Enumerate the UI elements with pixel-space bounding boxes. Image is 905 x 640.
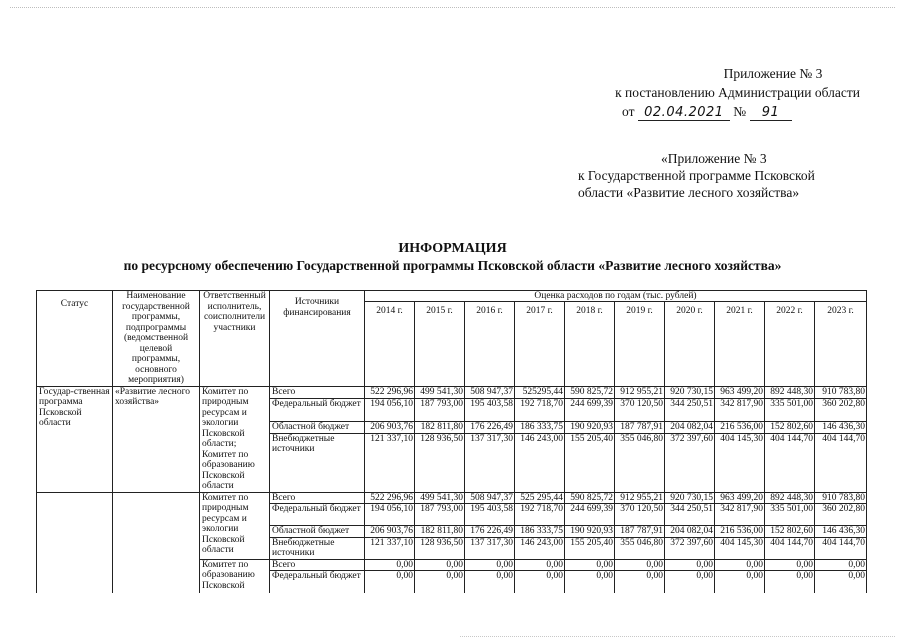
value-cell: 404 144,70 <box>815 433 867 492</box>
appendix-decree-ref: к постановлению Администрации области <box>615 85 860 100</box>
year-header: 2014 г. <box>365 302 415 386</box>
value-cell: 355 046,80 <box>615 537 665 559</box>
value-cell: 186 333,75 <box>515 526 565 538</box>
value-cell: 0,00 <box>465 559 515 571</box>
value-cell: 0,00 <box>765 559 815 571</box>
value-cell: 182 811,80 <box>415 526 465 538</box>
value-cell: 146 436,30 <box>815 526 867 538</box>
header-status: Статус <box>37 291 113 387</box>
value-cell: 892 448,30 <box>765 386 815 398</box>
value-cell: 190 920,93 <box>565 421 615 433</box>
value-cell: 128 936,50 <box>415 433 465 492</box>
value-cell: 204 082,04 <box>665 421 715 433</box>
value-cell: 0,00 <box>715 571 765 593</box>
value-cell: 370 120,50 <box>615 504 665 526</box>
value-cell: 404 145,30 <box>715 537 765 559</box>
value-cell: 590 825,72 <box>565 386 615 398</box>
value-cell: 155 205,40 <box>565 433 615 492</box>
value-cell: 404 145,30 <box>715 433 765 492</box>
value-cell: 128 936,50 <box>415 537 465 559</box>
value-cell: 910 783,80 <box>815 492 867 504</box>
date-prefix: от <box>622 104 635 119</box>
value-cell: 344 250,51 <box>665 504 715 526</box>
value-cell: 187 787,91 <box>615 526 665 538</box>
value-cell: 372 397,60 <box>665 537 715 559</box>
value-cell: 0,00 <box>415 571 465 593</box>
value-cell: 195 403,58 <box>465 398 515 421</box>
source-cell: Областной бюджет <box>270 526 365 538</box>
value-cell: 152 802,60 <box>765 526 815 538</box>
handwritten-number: 91 <box>750 106 792 121</box>
value-cell: 525295,44 <box>515 386 565 398</box>
program-name-cell-empty <box>113 492 200 593</box>
value-cell: 190 920,93 <box>565 526 615 538</box>
value-cell: 0,00 <box>615 559 665 571</box>
value-cell: 0,00 <box>565 559 615 571</box>
source-cell: Федеральный бюджет <box>270 571 365 593</box>
value-cell: 0,00 <box>715 559 765 571</box>
value-cell: 370 120,50 <box>615 398 665 421</box>
value-cell: 499 541,30 <box>415 386 465 398</box>
value-cell: 0,00 <box>665 571 715 593</box>
appendix-date-line <box>560 102 860 121</box>
appendix-number: Приложение № 3 <box>723 66 823 81</box>
source-cell: Внебюджетные источники <box>270 433 365 492</box>
source-cell: Федеральный бюджет <box>270 398 365 421</box>
value-cell: 912 955,21 <box>615 386 665 398</box>
status-cell: Государ-ственная программа Псковской области <box>37 386 113 492</box>
year-header: 2017 г. <box>515 302 565 386</box>
value-cell: 244 699,39 <box>565 398 615 421</box>
value-cell: 0,00 <box>415 559 465 571</box>
value-cell: 152 802,60 <box>765 421 815 433</box>
appendix-program-block <box>578 150 868 201</box>
value-cell: 0,00 <box>815 571 867 593</box>
document-subtitle: по ресурсному обеспечению Государственной программы Псковской области «Развитие лесного хозяйства» <box>123 258 782 273</box>
value-cell: 590 825,72 <box>565 492 615 504</box>
status-cell-empty <box>37 492 113 593</box>
value-cell: 404 144,70 <box>765 433 815 492</box>
value-cell: 194 056,10 <box>365 398 415 421</box>
source-cell: Всего <box>270 559 365 571</box>
value-cell: 176 226,49 <box>465 526 515 538</box>
value-cell: 195 403,58 <box>465 504 515 526</box>
value-cell: 342 817,90 <box>715 504 765 526</box>
year-header: 2018 г. <box>565 302 615 386</box>
header-funding-source: Источники финансирования <box>270 291 365 387</box>
value-cell: 204 082,04 <box>665 526 715 538</box>
value-cell: 360 202,80 <box>815 398 867 421</box>
value-cell: 137 317,30 <box>465 433 515 492</box>
value-cell: 344 250,51 <box>665 398 715 421</box>
value-cell: 0,00 <box>365 571 415 593</box>
value-cell: 499 541,30 <box>415 492 465 504</box>
value-cell: 182 811,80 <box>415 421 465 433</box>
source-cell: Внебюджетные источники <box>270 537 365 559</box>
value-cell: 372 397,60 <box>665 433 715 492</box>
program-name-cell: «Развитие лесного хозяйства» <box>113 386 200 492</box>
source-cell: Всего <box>270 492 365 504</box>
value-cell: 360 202,80 <box>815 504 867 526</box>
year-header: 2019 г. <box>615 302 665 386</box>
value-cell: 216 536,00 <box>715 526 765 538</box>
value-cell: 522 296,96 <box>365 492 415 504</box>
value-cell: 244 699,39 <box>565 504 615 526</box>
value-cell: 910 783,80 <box>815 386 867 398</box>
header-estimate: Оценка расходов по годам (тыс. рублей) <box>365 291 867 302</box>
executor-cell: Комитет по природным ресурсам и экологии Псковской области <box>200 492 270 559</box>
table-row <box>37 492 867 504</box>
value-cell: 0,00 <box>515 571 565 593</box>
scan-edge-bottom <box>460 636 895 638</box>
value-cell: 0,00 <box>565 571 615 593</box>
value-cell: 137 317,30 <box>465 537 515 559</box>
value-cell: 121 337,10 <box>365 537 415 559</box>
value-cell: 342 817,90 <box>715 398 765 421</box>
resource-table <box>36 290 867 593</box>
value-cell: 146 436,30 <box>815 421 867 433</box>
year-header: 2022 г. <box>765 302 815 386</box>
year-header: 2021 г. <box>715 302 765 386</box>
value-cell: 121 337,10 <box>365 433 415 492</box>
table-row <box>37 386 867 398</box>
value-cell: 355 046,80 <box>615 433 665 492</box>
value-cell: 525 295,44 <box>515 492 565 504</box>
value-cell: 335 501,00 <box>765 504 815 526</box>
header-program-name: Наименование государственной программы, подпрограммы (ведомственной целевой программы, основного мероприятия) <box>113 291 200 387</box>
value-cell: 192 718,70 <box>515 504 565 526</box>
executor-cell: Комитет по природным ресурсам и экологии Псковской области; Комитет по образованию Псковской области <box>200 386 270 492</box>
executor-cell: Комитет по образованию Псковской <box>200 559 270 593</box>
value-cell: 892 448,30 <box>765 492 815 504</box>
header-executor: Ответственный исполнитель, соисполнители участники <box>200 291 270 387</box>
value-cell: 187 793,00 <box>415 504 465 526</box>
value-cell: 0,00 <box>765 571 815 593</box>
program-appendix-ref: к Государственной программе Псковской <box>578 168 815 183</box>
program-appendix-number: «Приложение № 3 <box>661 151 767 166</box>
year-header: 2015 г. <box>415 302 465 386</box>
year-header: 2016 г. <box>465 302 515 386</box>
value-cell: 404 144,70 <box>765 537 815 559</box>
value-cell: 194 056,10 <box>365 504 415 526</box>
handwritten-date: 02.04.2021 <box>638 106 730 121</box>
value-cell: 0,00 <box>365 559 415 571</box>
value-cell: 0,00 <box>815 559 867 571</box>
value-cell: 508 947,37 <box>465 386 515 398</box>
value-cell: 912 955,21 <box>615 492 665 504</box>
value-cell: 206 903,76 <box>365 421 415 433</box>
year-header: 2023 г. <box>815 302 867 386</box>
source-cell: Всего <box>270 386 365 398</box>
value-cell: 0,00 <box>465 571 515 593</box>
value-cell: 920 730,15 <box>665 386 715 398</box>
value-cell: 0,00 <box>515 559 565 571</box>
value-cell: 963 499,20 <box>715 492 765 504</box>
source-cell: Областной бюджет <box>270 421 365 433</box>
value-cell: 404 144,70 <box>815 537 867 559</box>
program-appendix-name: области «Развитие лесного хозяйства» <box>578 185 800 200</box>
value-cell: 155 205,40 <box>565 537 615 559</box>
year-header: 2020 г. <box>665 302 715 386</box>
value-cell: 963 499,20 <box>715 386 765 398</box>
number-prefix: № <box>733 104 747 119</box>
value-cell: 0,00 <box>615 571 665 593</box>
value-cell: 0,00 <box>665 559 715 571</box>
value-cell: 206 903,76 <box>365 526 415 538</box>
value-cell: 920 730,15 <box>665 492 715 504</box>
scan-edge-top <box>10 7 895 9</box>
value-cell: 216 536,00 <box>715 421 765 433</box>
value-cell: 187 787,91 <box>615 421 665 433</box>
document-title: ИНФОРМАЦИЯ <box>398 241 507 256</box>
value-cell: 176 226,49 <box>465 421 515 433</box>
source-cell: Федеральный бюджет <box>270 504 365 526</box>
value-cell: 146 243,00 <box>515 433 565 492</box>
value-cell: 335 501,00 <box>765 398 815 421</box>
value-cell: 522 296,96 <box>365 386 415 398</box>
value-cell: 187 793,00 <box>415 398 465 421</box>
value-cell: 186 333,75 <box>515 421 565 433</box>
value-cell: 146 243,00 <box>515 537 565 559</box>
value-cell: 192 718,70 <box>515 398 565 421</box>
appendix-decree-block <box>560 64 860 121</box>
value-cell: 508 947,37 <box>465 492 515 504</box>
